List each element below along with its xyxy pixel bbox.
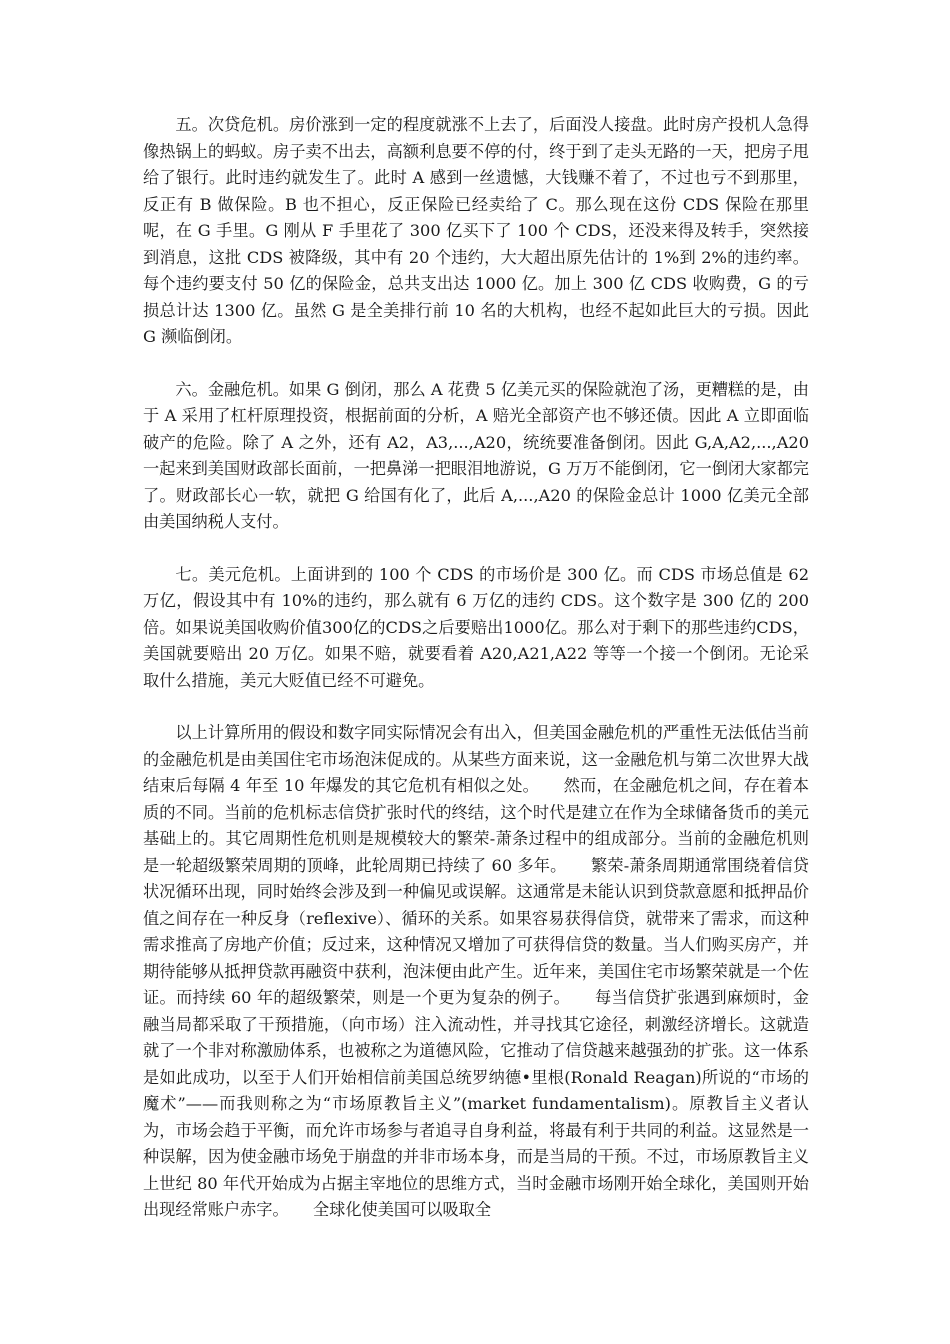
paragraph-subprime-crisis: 五。次贷危机。房价涨到一定的程度就涨不上去了，后面没人接盘。此时房产投机人急得像热锅上的蚂蚁。房子卖不出去，高额利息要不停的付，终于到了走头无路的一天，把房子甩给了银行。此时违约就发生了。此时 A 感到一丝遗憾，大钱赚不着了，不过也亏不到那里，反正有 B 做保险。B 也不担心，反正保险已经卖给了 C。那么现在这份 CDS 保险在那里呢，在 G 手里。G 刚从 F 手里花了 300 亿买下了 100 个 CDS，还没来得及转手，突然接到消息，这批 CDS 被降级，其中有 20 个违约，大大超出原先估计的 1%到 2%的违约率。每个违约要支付 50 亿的保险金，总共支出达 1000 亿。加上 300 亿 CDS 收购费，G 的亏损总计达 1300 亿。虽然 G 是全美排行前 10 名的大机构，也经不起如此巨大的亏损。因此 G 濒临倒闭。 xyxy=(143,115,809,346)
paragraph-dollar-crisis: 七。美元危机。上面讲到的 100 个 CDS 的市场价是 300 亿。而 CDS 市场总值是 62 万亿，假设其中有 10%的违约，那么就有 6 万亿的违约 CDS。这个数字是 300 亿的 200 倍。如果说美国收购价值300亿的CDS之后要赔出1000亿。那么对于剩下的那些违约CDS，美国就要赔出 20 万亿。如果不赔，就要看着 A20,A21,A22 等等一个接一个倒闭。无论采取什么措施，美元大贬值已经不可避免。 xyxy=(143,564,809,690)
paragraph-financial-crisis: 六。金融危机。如果 G 倒闭，那么 A 花费 5 亿美元买的保险就泡了汤，更糟糕的是，由于 A 采用了杠杆原理投资，根据前面的分析，A 赔光全部资产也不够还债。因此 A 立即面临破产的危险。除了 A 之外，还有 A2，A3,...,A20，统统要准备倒闭。因此 G,A,A2,...,A20 一起来到美国财政部长面前，一把鼻涕一把眼泪地游说，G 万万不能倒闭，它一倒闭大家都完了。财政部长心一软，就把 G 给国有化了，此后 A,...,A20 的保险金总计 1000 亿美元全部由美国纳税人支付。 xyxy=(143,379,809,531)
document-body xyxy=(143,112,809,1224)
paragraph-analysis: 以上计算所用的假设和数字同实际情况会有出入，但美国金融危机的严重性无法低估当前的金融危机是由美国住宅市场泡沫促成的。从某些方面来说，这一金融危机与第二次世界大战结束后每隔 4 年至 10 年爆发的其它危机有相似之处。 然而，在金融危机之间，存在着本质的不同。当前的危机标志信贷扩张时代的终结，这个时代是建立在作为全球储备货币的美元基础上的。其它周期性危机则是规模较大的繁荣-萧条过程中的组成部分。当前的金融危机则是一轮超级繁荣周期的顶峰，此轮周期已持续了 60 多年。 繁荣-萧条周期通常围绕着信贷状况循环出现，同时始终会涉及到一种偏见或误解。这通常是未能认识到贷款意愿和抵押品价值之间存在一种反身（reflexive）、循环的关系。如果容易获得信贷，就带来了需求，而这种需求推高了房地产价值；反过来，这种情况又增加了可获得信贷的数量。当人们购买房产，并期待能够从抵押贷款再融资中获利，泡沫便由此产生。近年来，美国住宅市场繁荣就是一个佐证。而持续 60 年的超级繁荣，则是一个更为复杂的例子。 每当信贷扩张遇到麻烦时，金融当局都采取了干预措施，（向市场）注入流动性，并寻找其它途径，刺激经济增长。这就造就了一个非对称激励体系，也被称之为道德风险，它推动了信贷越来越强劲的扩张。这一体系是如此成功，以至于人们开始相信前美国总统罗纳德•里根(Ronald Reagan)所说的“市场的魔术”——而我则称之为“市场原教旨主义”(market fundamentalism)。原教旨主义者认为，市场会趋于平衡，而允许市场参与者追寻自身利益，将最有利于共同的利益。这显然是一种误解，因为使金融市场免于崩盘的并非市场本身，而是当局的干预。不过，市场原教旨主义上世纪 80 年代开始成为占据主宰地位的思维方式，当时金融市场刚开始全球化，美国则开始出现经常账户赤字。 全球化使美国可以吸取全 xyxy=(143,723,809,1219)
